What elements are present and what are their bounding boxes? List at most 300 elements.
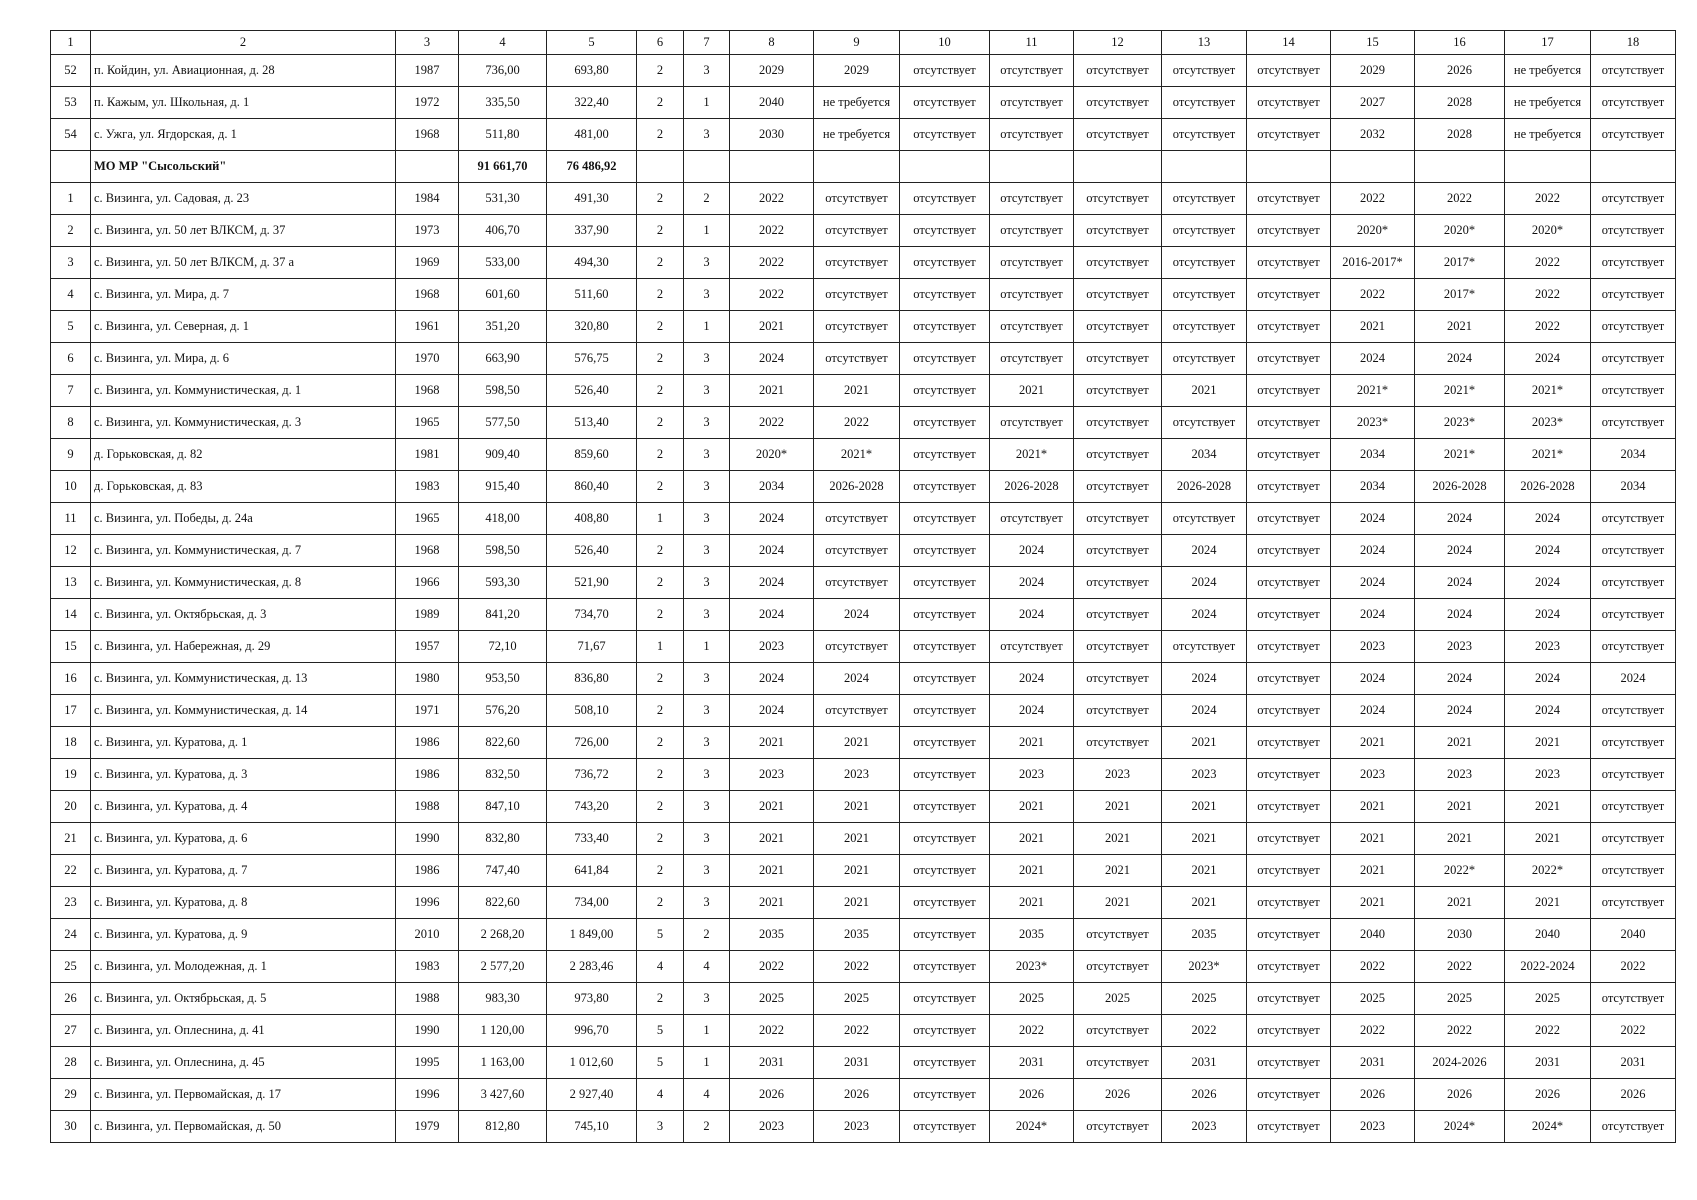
table-cell: отсутствует	[1247, 279, 1331, 311]
header-cell: 11	[990, 31, 1074, 55]
table-cell: 2020*	[1415, 215, 1505, 247]
table-cell: 2021*	[1331, 375, 1415, 407]
table-cell: 915,40	[459, 471, 547, 503]
table-cell: 1970	[396, 343, 459, 375]
table-cell: отсутствует	[1591, 183, 1676, 215]
table-cell: 9	[51, 439, 91, 471]
table-cell: 641,84	[547, 855, 637, 887]
table-cell: 2	[637, 407, 684, 439]
table-cell: 3	[684, 503, 730, 535]
table-cell: 2034	[1331, 471, 1415, 503]
table-cell: 481,00	[547, 119, 637, 151]
table-cell: 1981	[396, 439, 459, 471]
table-cell: отсутствует	[1247, 887, 1331, 919]
table-cell: отсутствует	[1074, 663, 1162, 695]
table-cell: 2030	[730, 119, 814, 151]
table-cell: отсутствует	[900, 791, 990, 823]
table-cell: 511,60	[547, 279, 637, 311]
table-cell: 2024	[730, 599, 814, 631]
table-cell: 2023	[1331, 759, 1415, 791]
table-cell: отсутствует	[1247, 503, 1331, 535]
table-cell	[1591, 151, 1676, 183]
table-cell: 3	[684, 343, 730, 375]
table-cell: 2031	[1505, 1047, 1591, 1079]
table-cell: 2021	[814, 791, 900, 823]
table-row	[51, 631, 1676, 663]
table-cell: 822,60	[459, 727, 547, 759]
table-cell: 2	[637, 215, 684, 247]
table-cell: 2021	[1162, 855, 1247, 887]
table-cell: 2023*	[1331, 407, 1415, 439]
table-row	[51, 503, 1676, 535]
table-cell: отсутствует	[1591, 1111, 1676, 1143]
table-row	[51, 535, 1676, 567]
table-cell: 1 849,00	[547, 919, 637, 951]
table-row	[51, 791, 1676, 823]
table-cell: 2026	[814, 1079, 900, 1111]
table-cell: 351,20	[459, 311, 547, 343]
table-cell: 1979	[396, 1111, 459, 1143]
table-cell: 3	[684, 439, 730, 471]
table-cell: 513,40	[547, 407, 637, 439]
housing-repair-table	[50, 30, 1676, 1143]
table-cell: 2023*	[990, 951, 1074, 983]
table-cell: 1968	[396, 119, 459, 151]
table-cell: 2024	[1331, 695, 1415, 727]
table-cell: 576,75	[547, 343, 637, 375]
table-cell: 491,30	[547, 183, 637, 215]
table-cell: 2023	[730, 1111, 814, 1143]
table-cell: отсутствует	[900, 1079, 990, 1111]
table-cell: отсутствует	[1591, 55, 1676, 87]
address-cell: п. Кажым, ул. Школьная, д. 1	[91, 87, 396, 119]
table-cell: отсутствует	[990, 407, 1074, 439]
header-cell: 13	[1162, 31, 1247, 55]
table-cell: 2028	[1415, 87, 1505, 119]
table-cell: 2024	[730, 567, 814, 599]
table-cell: 1988	[396, 791, 459, 823]
table-cell: 11	[51, 503, 91, 535]
table-cell: 21	[51, 823, 91, 855]
table-cell: отсутствует	[900, 407, 990, 439]
table-cell: 3	[684, 471, 730, 503]
address-cell: с. Визинга, ул. Коммунистическая, д. 13	[91, 663, 396, 695]
table-cell: отсутствует	[900, 759, 990, 791]
table-cell: 832,80	[459, 823, 547, 855]
table-cell: 693,80	[547, 55, 637, 87]
table-cell: отсутствует	[1247, 375, 1331, 407]
table-cell: отсутствует	[1247, 311, 1331, 343]
table-cell: отсутствует	[900, 599, 990, 631]
table-cell: 2022	[1415, 951, 1505, 983]
table-cell: отсутствует	[900, 343, 990, 375]
table-cell: 1965	[396, 407, 459, 439]
table-cell: отсутствует	[1247, 439, 1331, 471]
table-cell: 1995	[396, 1047, 459, 1079]
table-cell: 1969	[396, 247, 459, 279]
table-cell: отсутствует	[1247, 631, 1331, 663]
table-cell: 2	[637, 247, 684, 279]
table-cell: 2021	[1331, 855, 1415, 887]
table-cell: отсутствует	[900, 535, 990, 567]
table-cell: 3	[684, 567, 730, 599]
table-cell: 2024	[1162, 695, 1247, 727]
table-cell: отсутствует	[1247, 727, 1331, 759]
table-cell: отсутствует	[1162, 87, 1247, 119]
table-cell	[1505, 151, 1591, 183]
table-cell: 4	[637, 1079, 684, 1111]
table-cell: отсутствует	[1162, 183, 1247, 215]
table-cell: 2024	[1331, 663, 1415, 695]
table-row	[51, 983, 1676, 1015]
table-cell: 2	[637, 823, 684, 855]
table-cell: 2022	[730, 183, 814, 215]
table-cell: отсутствует	[900, 855, 990, 887]
header-cell: 10	[900, 31, 990, 55]
table-cell: 12	[51, 535, 91, 567]
table-cell: отсутствует	[1247, 599, 1331, 631]
table-cell: отсутствует	[900, 887, 990, 919]
table-cell: 2021	[990, 375, 1074, 407]
table-cell: отсутствует	[814, 535, 900, 567]
table-cell: 2035	[1162, 919, 1247, 951]
table-cell: 2023	[730, 759, 814, 791]
table-cell: 841,20	[459, 599, 547, 631]
table-cell: 4	[51, 279, 91, 311]
table-cell: 2022	[1591, 951, 1676, 983]
table-cell: 2022-2024	[1505, 951, 1591, 983]
table-cell: 2024	[1415, 663, 1505, 695]
table-cell: 2024	[990, 663, 1074, 695]
table-cell: 5	[51, 311, 91, 343]
table-cell: 322,40	[547, 87, 637, 119]
table-cell: 511,80	[459, 119, 547, 151]
table-cell: отсутствует	[814, 279, 900, 311]
table-cell: 2023	[1415, 631, 1505, 663]
table-cell: 1	[684, 87, 730, 119]
table-cell: 2040	[1505, 919, 1591, 951]
table-cell: отсутствует	[814, 631, 900, 663]
table-cell: 2022	[1162, 1015, 1247, 1047]
table-cell: 2024	[1591, 663, 1676, 695]
table-cell: 2017*	[1415, 247, 1505, 279]
table-cell: 2026	[1331, 1079, 1415, 1111]
table-cell: 1957	[396, 631, 459, 663]
table-cell: не требуется	[814, 87, 900, 119]
table-cell: 2031	[1331, 1047, 1415, 1079]
table-cell: 5	[637, 919, 684, 951]
table-cell: 10	[51, 471, 91, 503]
table-cell: 2	[637, 471, 684, 503]
table-cell: 2021	[814, 375, 900, 407]
table-cell	[51, 151, 91, 183]
table-cell: 5	[637, 1047, 684, 1079]
table-cell: отсутствует	[1074, 1047, 1162, 1079]
table-cell: 2023	[1162, 1111, 1247, 1143]
table-cell: 320,80	[547, 311, 637, 343]
table-cell: 2022*	[1415, 855, 1505, 887]
table-cell: 533,00	[459, 247, 547, 279]
table-cell: отсутствует	[1074, 695, 1162, 727]
table-cell: 2024	[1505, 503, 1591, 535]
table-cell: 1980	[396, 663, 459, 695]
table-cell: не требуется	[1505, 55, 1591, 87]
table-cell: отсутствует	[900, 247, 990, 279]
table-cell: 1971	[396, 695, 459, 727]
table-cell: 2024	[730, 503, 814, 535]
table-cell: отсутствует	[1074, 215, 1162, 247]
table-cell: 2022	[730, 407, 814, 439]
table-cell: 909,40	[459, 439, 547, 471]
table-cell: отсутствует	[1074, 311, 1162, 343]
table-cell: отсутствует	[814, 247, 900, 279]
table-cell: 1	[684, 311, 730, 343]
table-cell: 2024	[990, 599, 1074, 631]
table-cell	[1247, 151, 1331, 183]
table-cell: отсутствует	[990, 503, 1074, 535]
table-cell: 1968	[396, 375, 459, 407]
table-cell: 2022	[730, 951, 814, 983]
table-cell: отсутствует	[814, 183, 900, 215]
table-cell: 2021	[1331, 791, 1415, 823]
table-cell: 2032	[1331, 119, 1415, 151]
table-cell: 2022	[814, 951, 900, 983]
table-cell: 526,40	[547, 535, 637, 567]
table-cell: 2024*	[1505, 1111, 1591, 1143]
table-cell: 1968	[396, 279, 459, 311]
table-cell: 973,80	[547, 983, 637, 1015]
table-cell: 2021	[1162, 727, 1247, 759]
table-cell: отсутствует	[1591, 727, 1676, 759]
table-cell: 2022	[1505, 183, 1591, 215]
table-cell: 1986	[396, 855, 459, 887]
table-cell: 2022	[1331, 1015, 1415, 1047]
table-cell: отсутствует	[990, 119, 1074, 151]
table-cell: отсутствует	[1074, 599, 1162, 631]
table-cell: 2026-2028	[1415, 471, 1505, 503]
table-cell: 733,40	[547, 823, 637, 855]
address-cell: с. Визинга, ул. Садовая, д. 23	[91, 183, 396, 215]
table-cell: 2027	[1331, 87, 1415, 119]
table-cell: 2022	[990, 1015, 1074, 1047]
table-cell: 576,20	[459, 695, 547, 727]
table-cell: 2035	[990, 919, 1074, 951]
table-cell: 2022	[730, 215, 814, 247]
address-cell: с. Визинга, ул. Куратова, д. 4	[91, 791, 396, 823]
table-cell: 2021	[1415, 311, 1505, 343]
table-cell: 25	[51, 951, 91, 983]
table-cell: 3	[684, 407, 730, 439]
table-cell: 2	[637, 663, 684, 695]
address-cell: с. Визинга, ул. Набережная, д. 29	[91, 631, 396, 663]
table-cell: отсутствует	[1591, 823, 1676, 855]
table-cell: не требуется	[1505, 119, 1591, 151]
table-cell: отсутствует	[1074, 119, 1162, 151]
address-cell: д. Горьковская, д. 83	[91, 471, 396, 503]
table-cell: 2022	[730, 279, 814, 311]
table-cell: 2026	[1415, 1079, 1505, 1111]
address-cell: п. Койдин, ул. Авиационная, д. 28	[91, 55, 396, 87]
table-row	[51, 407, 1676, 439]
table-cell: 2025	[990, 983, 1074, 1015]
table-cell: 2024	[1505, 695, 1591, 727]
table-cell: отсутствует	[1247, 1079, 1331, 1111]
table-cell: отсутствует	[814, 343, 900, 375]
table-cell: 2026-2028	[990, 471, 1074, 503]
table-cell: отсутствует	[990, 247, 1074, 279]
table-cell: 2023*	[1505, 407, 1591, 439]
table-cell: 2021	[1331, 311, 1415, 343]
table-cell: 17	[51, 695, 91, 727]
table-cell: 2021	[1074, 855, 1162, 887]
table-cell: 2	[637, 119, 684, 151]
table-cell: 2026	[1162, 1079, 1247, 1111]
table-cell: 2024	[1505, 343, 1591, 375]
table-cell: 27	[51, 1015, 91, 1047]
table-cell: отсутствует	[1074, 407, 1162, 439]
table-cell: 2016-2017*	[1331, 247, 1415, 279]
table-cell: 1989	[396, 599, 459, 631]
table-cell: 2024*	[990, 1111, 1074, 1143]
table-cell: 2020*	[1331, 215, 1415, 247]
table-row	[51, 279, 1676, 311]
table-cell: 2031	[730, 1047, 814, 1079]
table-row	[51, 663, 1676, 695]
table-cell: отсутствует	[1591, 567, 1676, 599]
table-cell: отсутствует	[990, 183, 1074, 215]
table-cell: 1986	[396, 727, 459, 759]
table-row	[51, 695, 1676, 727]
table-cell: 2	[637, 567, 684, 599]
table-cell: 598,50	[459, 535, 547, 567]
table-cell	[637, 151, 684, 183]
table-cell: отсутствует	[1591, 343, 1676, 375]
table-cell: 2021*	[1415, 375, 1505, 407]
table-cell: 2022	[1591, 1015, 1676, 1047]
table-cell: 2	[637, 375, 684, 407]
table-row	[51, 1111, 1676, 1143]
table-row	[51, 183, 1676, 215]
table-cell: 2021	[990, 727, 1074, 759]
table-cell: отсутствует	[900, 663, 990, 695]
table-cell: 2024-2026	[1415, 1047, 1505, 1079]
table-cell: 3 427,60	[459, 1079, 547, 1111]
table-cell: отсутствует	[1247, 567, 1331, 599]
table-cell: 2021	[990, 791, 1074, 823]
table-row	[51, 439, 1676, 471]
table-cell: 2024	[990, 695, 1074, 727]
table-cell: 836,80	[547, 663, 637, 695]
address-cell: с. Визинга, ул. Октябрьская, д. 3	[91, 599, 396, 631]
table-cell: 2024	[730, 695, 814, 727]
table-cell: 2031	[1162, 1047, 1247, 1079]
table-cell: отсутствует	[1162, 407, 1247, 439]
table-cell: 2025	[1415, 983, 1505, 1015]
table-cell: 2030	[1415, 919, 1505, 951]
table-row	[51, 1015, 1676, 1047]
table-cell: отсутствует	[1247, 471, 1331, 503]
address-cell: с. Визинга, ул. Коммунистическая, д. 7	[91, 535, 396, 567]
table-cell: отсутствует	[990, 55, 1074, 87]
table-cell: отсутствует	[1074, 439, 1162, 471]
table-row	[51, 887, 1676, 919]
table-cell: 2022	[814, 1015, 900, 1047]
table-cell: 3	[684, 279, 730, 311]
table-cell: 2021	[1162, 887, 1247, 919]
table-cell: отсутствует	[1591, 503, 1676, 535]
table-cell: 72,10	[459, 631, 547, 663]
table-cell: 3	[684, 759, 730, 791]
table-cell: 2021	[1074, 823, 1162, 855]
group-living-area: 76 486,92	[547, 151, 637, 183]
address-cell: с. Визинга, ул. Коммунистическая, д. 3	[91, 407, 396, 439]
table-cell: отсутствует	[1162, 279, 1247, 311]
table-cell: 2021	[1162, 823, 1247, 855]
table-cell	[990, 151, 1074, 183]
table-cell: 3	[684, 55, 730, 87]
table-cell: 408,80	[547, 503, 637, 535]
table-row	[51, 855, 1676, 887]
table-cell: отсутствует	[1162, 631, 1247, 663]
table-cell	[1162, 151, 1247, 183]
table-cell: отсутствует	[1074, 503, 1162, 535]
table-cell: 3	[684, 535, 730, 567]
table-cell: 2024	[1415, 695, 1505, 727]
table-cell: отсутствует	[1591, 599, 1676, 631]
table-cell: 1972	[396, 87, 459, 119]
table-cell: отсутствует	[900, 183, 990, 215]
table-row	[51, 87, 1676, 119]
table-cell: 983,30	[459, 983, 547, 1015]
address-cell: с. Визинга, ул. Октябрьская, д. 5	[91, 983, 396, 1015]
table-cell: 3	[684, 119, 730, 151]
table-cell: отсутствует	[1074, 279, 1162, 311]
table-cell: отсутствует	[1591, 759, 1676, 791]
table-cell: 2021	[730, 855, 814, 887]
address-cell: с. Визинга, ул. Мира, д. 7	[91, 279, 396, 311]
table-cell: 2	[637, 759, 684, 791]
table-cell: 2034	[1591, 439, 1676, 471]
table-cell: отсутствует	[900, 439, 990, 471]
table-cell: 2021	[1415, 791, 1505, 823]
table-cell: 2	[684, 1111, 730, 1143]
table-cell: отсутствует	[1247, 183, 1331, 215]
table-cell: отсутствует	[900, 919, 990, 951]
address-cell: с. Визинга, ул. Куратова, д. 3	[91, 759, 396, 791]
address-cell: с. Визинга, ул. Первомайская, д. 17	[91, 1079, 396, 1111]
table-cell: 2023*	[1162, 951, 1247, 983]
header-cell: 18	[1591, 31, 1676, 55]
header-cell: 6	[637, 31, 684, 55]
group-row	[51, 151, 1676, 183]
table-cell: 521,90	[547, 567, 637, 599]
table-cell: 7	[51, 375, 91, 407]
table-cell: 593,30	[459, 567, 547, 599]
table-cell: 2029	[730, 55, 814, 87]
table-cell: 2024	[990, 567, 1074, 599]
header-cell: 3	[396, 31, 459, 55]
table-cell: отсутствует	[900, 311, 990, 343]
table-cell: 1965	[396, 503, 459, 535]
table-cell: отсутствует	[1074, 1111, 1162, 1143]
table-cell: 2	[637, 343, 684, 375]
document-page	[50, 30, 1676, 1143]
table-cell: отсутствует	[900, 471, 990, 503]
table-cell: 22	[51, 855, 91, 887]
table-cell: 2025	[1162, 983, 1247, 1015]
table-cell: 3	[684, 727, 730, 759]
table-cell: 2	[684, 919, 730, 951]
